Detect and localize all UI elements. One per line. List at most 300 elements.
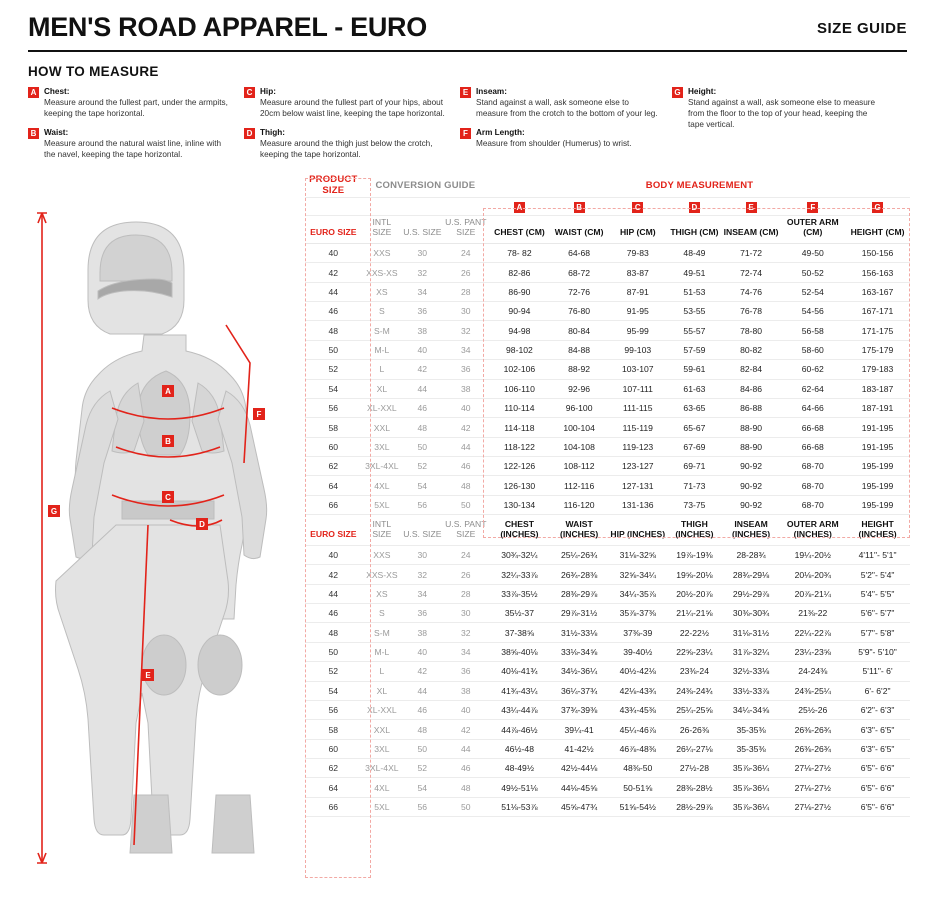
cell-conversion: 42 [402,360,442,379]
col-letter-g: G [872,202,883,213]
how-to-measure-item [460,86,660,119]
cell-euro-size: 58 [305,418,362,437]
cell-measurement: 27⅛-27½ [780,778,845,797]
cell-measurement: 183-187 [845,379,910,398]
cell-euro-size: 54 [305,681,362,700]
cell-measurement: 6'5"- 6'6" [845,797,910,816]
cell-measurement: 39¼-41 [550,720,609,739]
cell-euro-size: 44 [305,584,362,603]
figure-marker-d [196,518,208,530]
cell-conversion: 56 [402,495,442,514]
cell-measurement: 187-191 [845,398,910,417]
cell-measurement: 86-90 [489,282,550,301]
cell-conversion: XXS-XS [362,263,402,282]
cell-measurement: 99-103 [608,340,667,359]
cell-euro-size: 48 [305,623,362,642]
cell-measurement: 106-110 [489,379,550,398]
cell-measurement: 68-70 [780,495,845,514]
cell-measurement: 67-69 [667,437,722,456]
cell-conversion: 52 [402,457,442,476]
page-title: MEN'S ROAD APPAREL - EURO [28,12,427,42]
header-us-size-in: U.S. SIZE [402,515,442,546]
cell-measurement: 59-61 [667,360,722,379]
cell-measurement: 29½-29⅞ [722,584,781,603]
size-tables [305,172,910,817]
header-intl-size: INTL SIZE [362,216,402,244]
table-row [305,604,910,623]
size-guide-label: SIZE GUIDE [816,20,907,37]
cell-conversion: 34 [402,282,442,301]
cell-measurement: 175-179 [845,340,910,359]
cell-conversion: 34 [402,584,442,603]
measure-desc: Measure around the thigh just below the crotch, keeping the tape horizontal. [260,139,433,160]
cell-measurement: 83-87 [608,263,667,282]
cell-measurement: 35-35⅜ [722,739,781,758]
cell-measurement: 28⅜-29⅞ [550,584,609,603]
cell-euro-size: 64 [305,778,362,797]
col-letter-e: E [746,202,757,213]
cell-measurement: 171-175 [845,321,910,340]
cell-measurement: 48-49½ [489,759,550,778]
cell-conversion: 42 [402,662,442,681]
header-inseam-in: INSEAM (INCHES) [722,515,781,546]
cell-measurement: 191-195 [845,437,910,456]
cell-measurement: 22-22½ [667,623,722,642]
header-chest-in: CHEST (INCHES) [489,515,550,546]
cell-measurement: 102-106 [489,360,550,379]
cell-euro-size: 46 [305,604,362,623]
cell-measurement: 40⅛-41¾ [489,662,550,681]
cell-measurement: 45⅝-47¾ [550,797,609,816]
cell-measurement: 112-116 [550,476,609,495]
cell-measurement: 6'3"- 6'5" [845,720,910,739]
svg-text:D: D [199,520,205,529]
group-header-conversion-guide: CONVERSION GUIDE [362,172,489,198]
how-to-measure-column-2 [244,86,460,168]
table-row [305,681,910,700]
cell-measurement: 103-107 [608,360,667,379]
how-to-measure-column-1 [28,86,244,168]
cell-measurement: 19⅝-20⅛ [667,565,722,584]
cell-measurement: 55-57 [667,321,722,340]
cell-conversion: 50 [402,437,442,456]
cell-conversion: 52 [402,759,442,778]
cell-measurement: 31⅞-32¼ [722,642,781,661]
table-row [305,662,910,681]
cell-conversion: 54 [402,476,442,495]
cell-measurement: 80-84 [550,321,609,340]
figure-marker-a [162,385,174,397]
cell-conversion: 34 [443,642,490,661]
cell-measurement: 73-75 [667,495,722,514]
how-to-measure-column-4 [672,86,888,168]
measure-desc: Measure around the fullest part, under the armpits, keeping the tape horizontal. [44,98,228,119]
cell-conversion: 46 [402,700,442,719]
cell-measurement: 76-78 [722,302,781,321]
cell-measurement: 84-86 [722,379,781,398]
cell-measurement: 79-83 [608,243,667,262]
cell-conversion: 46 [443,759,490,778]
cell-conversion: 48 [443,476,490,495]
cell-euro-size: 44 [305,282,362,301]
measure-name: Arm Length: [476,128,525,138]
cell-measurement: 90-92 [722,495,781,514]
table-row [305,797,910,816]
how-to-measure-item [28,127,232,160]
cell-measurement: 32⅝-34¼ [608,565,667,584]
cell-measurement: 78- 82 [489,243,550,262]
cell-measurement: 100-104 [550,418,609,437]
cell-measurement: 32¼-33⅞ [489,565,550,584]
cell-conversion: L [362,662,402,681]
cell-measurement: 51-53 [667,282,722,301]
cell-euro-size: 40 [305,243,362,262]
cell-measurement: 156-163 [845,263,910,282]
cell-conversion: 42 [443,418,490,437]
header-waist-cm: WAIST (CM) [550,216,609,244]
cell-measurement: 43¼-44⅞ [489,700,550,719]
cell-measurement: 167-171 [845,302,910,321]
cell-conversion: 44 [402,379,442,398]
cell-measurement: 90-94 [489,302,550,321]
page-header [28,14,907,41]
cell-measurement: 118-122 [489,437,550,456]
cell-conversion: 30 [402,545,442,564]
measurement-figure [20,195,310,885]
cell-measurement: 34½-36¼ [550,662,609,681]
cell-measurement: 61-63 [667,379,722,398]
cell-measurement: 31⅛-32⅝ [608,545,667,564]
table-row [305,720,910,739]
cell-measurement: 46⅞-48⅜ [608,739,667,758]
cell-measurement: 28½-29⅞ [667,797,722,816]
how-to-measure-item [244,127,448,160]
cell-measurement: 20½-20⅞ [667,584,722,603]
cell-measurement: 64-66 [780,398,845,417]
cell-conversion: XXS [362,243,402,262]
cell-measurement: 110-114 [489,398,550,417]
cell-measurement: 49-50 [780,243,845,262]
cell-conversion: XXL [362,418,402,437]
cell-measurement: 23⅜-24 [667,662,722,681]
cell-conversion: M-L [362,340,402,359]
cell-measurement: 35⅞-36¼ [722,797,781,816]
cell-measurement: 66-68 [780,437,845,456]
table-row [305,739,910,758]
cell-conversion: 32 [402,565,442,584]
cell-conversion: 30 [443,302,490,321]
cell-measurement: 34¼-34⅝ [722,700,781,719]
cell-euro-size: 60 [305,739,362,758]
group-header-product-size: PRODUCT SIZE [305,172,362,198]
cell-measurement: 27⅛-27½ [780,797,845,816]
cell-measurement: 62-64 [780,379,845,398]
header-intl-size-in: INTL SIZE [362,515,402,546]
measure-name: Thigh: [260,128,286,138]
cell-measurement: 66-68 [780,418,845,437]
cell-measurement: 116-120 [550,495,609,514]
cell-conversion: 48 [402,418,442,437]
cell-measurement: 26⅜-26¾ [780,720,845,739]
figure-marker-b [162,435,174,447]
cell-measurement: 25¼-26¾ [550,545,609,564]
cell-measurement: 84-88 [550,340,609,359]
cell-measurement: 6'3"- 6'5" [845,739,910,758]
measure-name: Hip: [260,87,276,96]
cell-measurement: 19⅞-19⅜ [667,545,722,564]
how-to-measure-item [244,86,448,119]
cell-conversion: 38 [402,623,442,642]
cell-measurement: 54-56 [780,302,845,321]
cell-measurement: 69-71 [667,457,722,476]
header-chest-cm: CHEST (CM) [489,216,550,244]
cell-measurement: 130-134 [489,495,550,514]
cell-measurement: 46½-48 [489,739,550,758]
table-row [305,457,910,476]
cell-measurement: 90-92 [722,476,781,495]
table-row [305,759,910,778]
cell-conversion: 50 [402,739,442,758]
cell-conversion: 50 [443,495,490,514]
cell-measurement: 195-199 [845,476,910,495]
table-row [305,565,910,584]
cell-measurement: 72-76 [550,282,609,301]
table-row [305,263,910,282]
cell-conversion: 3XL [362,437,402,456]
table-row [305,379,910,398]
cell-measurement: 95-99 [608,321,667,340]
cell-euro-size: 48 [305,321,362,340]
cell-measurement: 41¾-43¼ [489,681,550,700]
measure-name: Height: [688,87,717,96]
cell-measurement: 179-183 [845,360,910,379]
cell-measurement: 33½-33⅞ [722,681,781,700]
header-row-inches [305,515,910,546]
cell-euro-size: 66 [305,797,362,816]
cell-conversion: 24 [443,243,490,262]
cell-conversion: 44 [402,681,442,700]
cell-measurement: 49½-51⅛ [489,778,550,797]
cell-conversion: 3XL [362,739,402,758]
header-height-in: HEIGHT (INCHES) [845,515,910,546]
cell-measurement: 28¾-29⅛ [722,565,781,584]
header-thigh-cm: THIGH (CM) [667,216,722,244]
cell-measurement: 96-100 [550,398,609,417]
cell-euro-size: 40 [305,545,362,564]
cell-conversion: 40 [402,642,442,661]
cell-conversion: S [362,302,402,321]
cell-measurement: 48⅜-50 [608,759,667,778]
cell-measurement: 87-91 [608,282,667,301]
cell-measurement: 6'2"- 6'3" [845,700,910,719]
cell-conversion: 36 [443,662,490,681]
cell-conversion: 3XL-4XL [362,759,402,778]
cell-measurement: 92-96 [550,379,609,398]
cell-euro-size: 62 [305,457,362,476]
cell-measurement: 119-123 [608,437,667,456]
cell-measurement: 57-59 [667,340,722,359]
cell-measurement: 30⅜-30¾ [722,604,781,623]
cell-measurement: 49-51 [667,263,722,282]
table-row [305,360,910,379]
cell-conversion: 30 [402,243,442,262]
cell-measurement: 94-98 [489,321,550,340]
measure-desc: Measure from shoulder (Humerus) to wrist. [476,139,632,149]
cell-conversion: 28 [443,282,490,301]
cell-euro-size: 54 [305,379,362,398]
cell-measurement: 43¾-45⅜ [608,700,667,719]
size-chart-table [305,172,910,817]
table-row [305,495,910,514]
figure-marker-e [142,669,154,681]
cell-measurement: 26¾-28⅜ [550,565,609,584]
cell-conversion: 38 [443,681,490,700]
table-row [305,476,910,495]
cell-measurement: 26⅜-26¾ [780,739,845,758]
cell-measurement: 56-58 [780,321,845,340]
cell-measurement: 5'4"- 5'5" [845,584,910,603]
cell-measurement: 114-118 [489,418,550,437]
cell-conversion: 4XL [362,778,402,797]
cell-conversion: 5XL [362,797,402,816]
cell-measurement: 35⅞-36¼ [722,759,781,778]
cell-measurement: 27½-28 [667,759,722,778]
header-waist-in: WAIST (INCHES) [550,515,609,546]
table-row [305,437,910,456]
cell-measurement: 68-70 [780,476,845,495]
cell-measurement: 37-38⅝ [489,623,550,642]
header-euro-size-in: EURO SIZE [305,515,362,546]
cell-measurement: 48-49 [667,243,722,262]
cell-euro-size: 50 [305,642,362,661]
col-letter-a: A [514,202,525,213]
cell-measurement: 51⅛-53⅞ [489,797,550,816]
cell-conversion: S [362,604,402,623]
table-row [305,418,910,437]
cell-measurement: 50-51⅝ [608,778,667,797]
cell-conversion: 36 [402,302,442,321]
cell-euro-size: 50 [305,340,362,359]
cell-measurement: 35⅞-36¼ [722,778,781,797]
how-to-measure-title: HOW TO MEASURE [28,64,159,79]
group-header-row [305,172,910,198]
cell-measurement: 35½-37 [489,604,550,623]
header-outer-arm-in: OUTER ARM (INCHES) [780,515,845,546]
cell-euro-size: 42 [305,565,362,584]
header-thigh-in: THIGH (INCHES) [667,515,722,546]
cell-measurement: 108-112 [550,457,609,476]
how-to-measure-item [672,86,876,130]
cell-conversion: 44 [443,739,490,758]
cell-conversion: 44 [443,437,490,456]
cell-conversion: 40 [443,700,490,719]
svg-text:B: B [165,437,171,446]
cell-measurement: 25¼-25⅝ [667,700,722,719]
cell-measurement: 90-92 [722,457,781,476]
cell-measurement: 51⅝-54½ [608,797,667,816]
cell-conversion: 30 [443,604,490,623]
cell-measurement: 111-115 [608,398,667,417]
cell-conversion: 54 [402,778,442,797]
cell-measurement: 82-84 [722,360,781,379]
cell-measurement: 21¼-21⅝ [667,604,722,623]
cell-measurement: 31½-33⅛ [550,623,609,642]
cell-conversion: XL [362,681,402,700]
cell-euro-size: 66 [305,495,362,514]
cell-conversion: 24 [443,545,490,564]
letter-badge-d: D [244,128,255,139]
cell-measurement: 23¼-23⅝ [780,642,845,661]
how-to-measure-item [28,86,232,119]
col-letter-c: C [632,202,643,213]
cell-measurement: 35-35⅜ [722,720,781,739]
cell-measurement: 30¾-32¼ [489,545,550,564]
cell-conversion: 4XL [362,476,402,495]
cell-conversion: XL-XXL [362,700,402,719]
letter-badge-f: F [460,128,471,139]
measure-desc: Stand against a wall, ask someone else to measure from the crotch to the bottom of your leg. [476,98,658,119]
cell-measurement: 36¼-37¾ [550,681,609,700]
cell-measurement: 6'5"- 6'6" [845,778,910,797]
cell-measurement: 22⅝-23¼ [667,642,722,661]
cell-measurement: 163-167 [845,282,910,301]
cell-measurement: 91-95 [608,302,667,321]
table-row [305,623,910,642]
header-euro-size: EURO SIZE [305,216,362,244]
cell-conversion: XS [362,282,402,301]
cell-conversion: 48 [402,720,442,739]
cell-conversion: 38 [443,379,490,398]
measure-desc: Measure around the natural waist line, inline with the navel, keeping the tape horizontal. [44,139,222,160]
cell-euro-size: 60 [305,437,362,456]
header-divider [28,50,907,52]
cell-conversion: 46 [402,398,442,417]
cell-measurement: 27⅛-27½ [780,759,845,778]
figure-marker-c [162,491,174,503]
cell-measurement: 5'7"- 5'8" [845,623,910,642]
letter-badge-a: A [28,87,39,98]
cell-measurement: 37⅜-39 [608,623,667,642]
cell-measurement: 28-28¾ [722,545,781,564]
cell-measurement: 5'9"- 5'10" [845,642,910,661]
header-row-cm [305,216,910,244]
cell-conversion: XL [362,379,402,398]
cell-measurement: 86-88 [722,398,781,417]
header-height-cm: HEIGHT (CM) [845,216,910,244]
cell-measurement: 74-76 [722,282,781,301]
cell-measurement: 19¼-20½ [780,545,845,564]
cell-measurement: 68-72 [550,263,609,282]
table-body-cm [305,243,910,514]
header-us-size: U.S. SIZE [402,216,442,244]
cell-euro-size: 56 [305,398,362,417]
cell-measurement: 71-73 [667,476,722,495]
header-hip-cm: HIP (CM) [608,216,667,244]
measure-desc: Stand against a wall, ask someone else to measure from the floor to the top of your head, keeping the tape vertical. [688,98,876,130]
table-row [305,778,910,797]
cell-measurement: 53-55 [667,302,722,321]
cell-measurement: 32½-33⅛ [722,662,781,681]
cell-measurement: 42½-44⅛ [550,759,609,778]
rider-illustration [20,195,310,885]
cell-measurement: 58-60 [780,340,845,359]
cell-measurement: 64-68 [550,243,609,262]
header-us-pant-size-in: U.S. PANT SIZE [443,515,490,546]
figure-marker-f [253,408,265,420]
how-to-measure-item [460,127,660,149]
cell-measurement: 107-111 [608,379,667,398]
header-hip-in: HIP (INCHES) [608,515,667,546]
